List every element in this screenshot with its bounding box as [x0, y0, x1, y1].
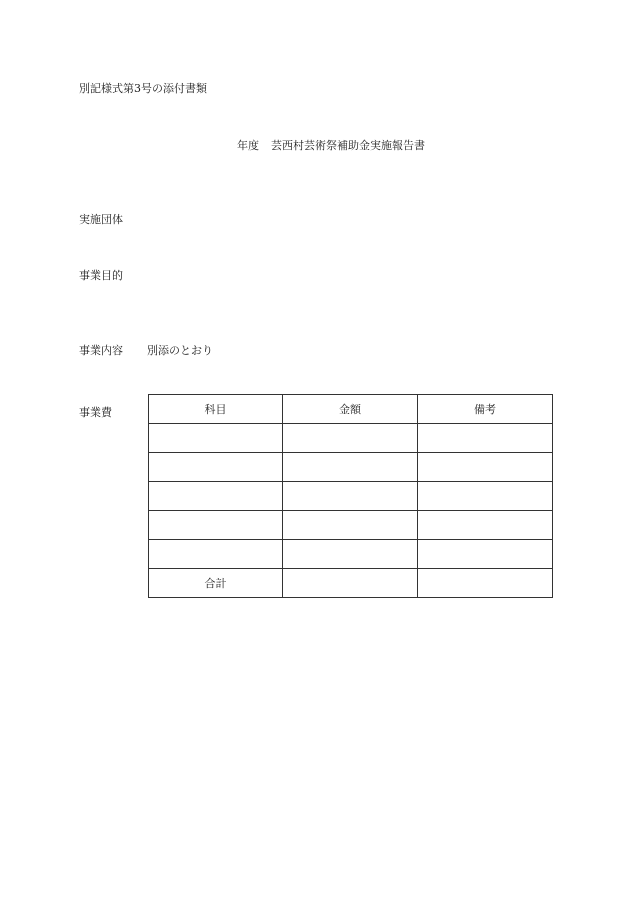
column-header-remarks: 備考: [418, 395, 553, 424]
remarks-cell[interactable]: [418, 540, 553, 569]
amount-cell[interactable]: [283, 482, 418, 511]
amount-cell[interactable]: [283, 540, 418, 569]
purpose-label: 事業目的: [79, 269, 123, 282]
subject-cell[interactable]: [149, 453, 283, 482]
column-header-subject: 科目: [149, 395, 283, 424]
remarks-cell[interactable]: [418, 511, 553, 540]
cost-table: [148, 394, 553, 598]
subject-cell[interactable]: [149, 511, 283, 540]
total-remarks-cell[interactable]: [418, 569, 553, 598]
table-row: [149, 453, 553, 482]
content-label: 事業内容: [79, 344, 123, 357]
table-row: [149, 540, 553, 569]
document-title: [237, 137, 425, 153]
total-label: 合計: [149, 569, 283, 598]
column-header-amount: 金額: [283, 395, 418, 424]
amount-cell[interactable]: [283, 424, 418, 453]
subject-cell[interactable]: [149, 540, 283, 569]
content-value: 別添のとおり: [147, 344, 213, 357]
total-row: [149, 569, 553, 598]
table-header-row: [149, 395, 553, 424]
fiscal-year-label: 年度: [237, 139, 259, 152]
table-row: [149, 424, 553, 453]
total-amount-cell[interactable]: [283, 569, 418, 598]
table-row: [149, 511, 553, 540]
subject-cell[interactable]: [149, 424, 283, 453]
organization-label: 実施団体: [79, 213, 123, 226]
cost-label: 事業費: [79, 406, 112, 419]
amount-cell[interactable]: [283, 511, 418, 540]
amount-cell[interactable]: [283, 453, 418, 482]
remarks-cell[interactable]: [418, 453, 553, 482]
remarks-cell[interactable]: [418, 424, 553, 453]
report-title: 芸西村芸術祭補助金実施報告書: [271, 139, 425, 152]
form-reference: 別記様式第3号の添付書類: [79, 82, 207, 95]
remarks-cell[interactable]: [418, 482, 553, 511]
subject-cell[interactable]: [149, 482, 283, 511]
table-row: [149, 482, 553, 511]
